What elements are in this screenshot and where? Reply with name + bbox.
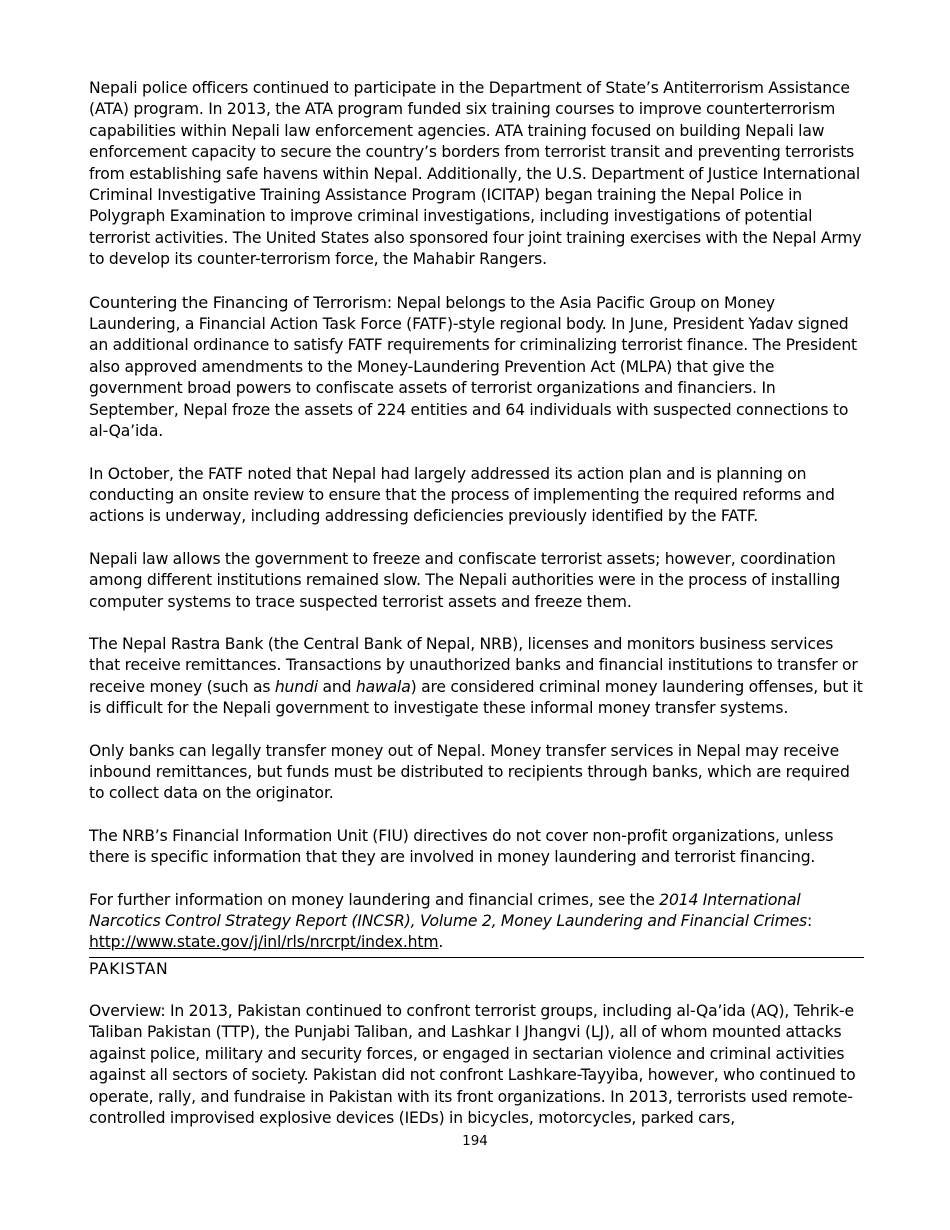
pakistan-overview: [89, 1001, 864, 1129]
subheading-overview: Overview:: [89, 1002, 166, 1020]
paragraph-banks: Only banks can legally transfer money out of Nepal. Money transfer services in Nepal may receive inbound remittances, but funds must be distributed to recipients through banks, which are required to collect data on the originator.: [89, 741, 850, 803]
paragraph-further-info-colon: :: [807, 912, 813, 930]
page-number: 194: [462, 1133, 488, 1149]
paragraph-ata-program: Nepali police officers continued to participate in the Department of State’s Antiterrorism Assistance (ATA) program. In 2013, the ATA program funded six training courses to improve counterterrorism capabilities within Nepali law enforcement agencies. ATA training focused on building Nepali law enforcement capacity to secure the country’s borders from terrorist transit and preventing terrorists from establishing safe havens within Nepal. Additionally, the U.S. Department of Justice International Criminal Investigative Training Assistance Program (ICITAP) began training the Nepal Police in Polygraph Examination to improve criminal investigations, including investigations of potential terrorist activities. The United States also sponsored four joint training exercises with the Nepal Army to develop its counter-terrorism force, the Mahabir Rangers.: [89, 79, 862, 269]
paragraph-pakistan-overview: [89, 1001, 864, 1129]
subheading-cft: Countering the Financing of Terrorism:: [89, 292, 393, 312]
paragraph-further-info: [89, 890, 864, 954]
paragraph-nrb-text-b: ) are considered criminal money laundering offenses, but it is difficult for the Nepali government to investigate these informal money transfer systems.: [89, 677, 863, 718]
paragraph-fiu: The NRB’s Financial Information Unit (FIU) directives do not cover non-profit organizations, unless there is specific information that they are involved in money laundering and terrorist financing.: [89, 826, 834, 867]
paragraph-cft: [89, 292, 864, 443]
section-divider: [89, 957, 864, 958]
paragraph-nrb-and: and: [317, 677, 356, 696]
paragraph-overview-body: In 2013, Pakistan continued to confront terrorist groups, including al-Qa’ida (AQ), Tehrik-e Taliban Pakistan (TTP), the Punjabi Taliban, and Lashkar I Jhangvi (LJ), all of whom mounted attacks against police, military and security forces, or engaged in sectarian violence and criminal activities against all sectors of society. Pakistan did not confront Lashkare-Tayyiba, however, who continued to operate, rally, and fundraise in Pakistan with its front organizations. In 2013, terrorists used remote-controlled improvised explosive devices (IEDs) in bicycles, motorcycles, parked cars,: [89, 1002, 856, 1128]
document-body: [89, 78, 864, 954]
report-title: 2014 International Narcotics Control Strategy Report (INCSR), Volume 2, Money Laundering and Financial Crimes: [89, 890, 808, 930]
incsr-link[interactable]: http://www.state.gov/j/inl/rls/nrcrpt/index.htm: [89, 933, 439, 952]
paragraph-further-info-text: For further information on money laundering and financial crimes, see the: [89, 890, 660, 909]
paragraph-cft-body: Nepal belongs to the Asia Pacific Group on Money Laundering, a Financial Action Task Force (FATF)-style regional body. In June, President Yadav signed an additional ordinance to satisfy FATF requirements for criminalizing terrorist finance. The President also approved amendments to the Money-Laundering Prevention Act (MLPA) that give the government broad powers to confiscate assets of terrorist organizations and financiers. In September, Nepal froze the assets of 224 entities and 64 individuals with suspected connections to al-Qa’ida.: [89, 293, 858, 441]
section-title-pakistan: PAKISTAN: [89, 960, 169, 978]
term-hundi: hundi: [274, 677, 318, 696]
term-hawala: hawala: [355, 677, 411, 696]
paragraph-nrb: [89, 634, 864, 720]
paragraph-further-info-end: .: [438, 933, 444, 952]
paragraph-fatf-october: In October, the FATF noted that Nepal had largely addressed its action plan and is planning on conducting an onsite review to ensure that the process of implementing the required reforms and actions is underway, including addressing deficiencies previously identified by the FATF.: [89, 464, 835, 526]
paragraph-nepali-law: Nepali law allows the government to freeze and confiscate terrorist assets; however, coordination among different institutions remained slow. The Nepali authorities were in the process of installing computer systems to trace suspected terrorist assets and freeze them.: [89, 549, 841, 611]
paragraph-nrb-text-a: The Nepal Rastra Bank (the Central Bank of Nepal, NRB), licenses and monitors business services that receive remittances. Transactions by unauthorized banks and financial institutions to transfer or receive money (such as: [89, 634, 858, 696]
